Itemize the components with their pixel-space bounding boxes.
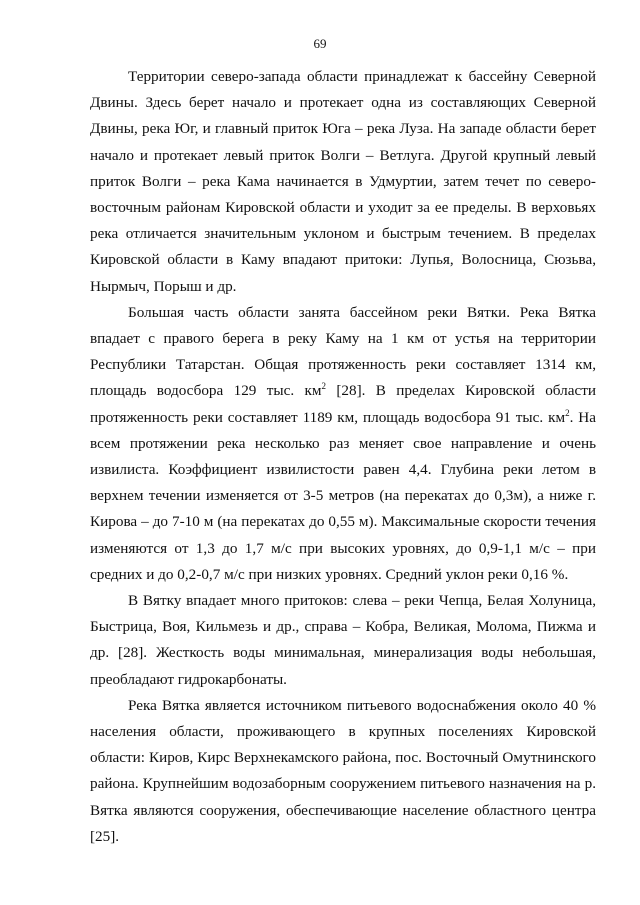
- paragraph-vyatka-basin: [90, 300, 596, 588]
- paragraph-text-part: . На всем протяжении река несколько раз меняет свое направление и очень извилиста. Коэффициент извилистости равен 4,4. Глубина реки летом в верхнем течении изменяется от 3-5 метров (на перекатах до 0,3м), а ниже г. Кирова – до 7-10 м (на перекатах до 0,55 м). Максимальные скорости течения изменяются от 1,3 до 1,7 м/с при высоких уровнях, до 0,9-1,1 м/с – при средних и до 0,2-0,7 м/с при низких уровнях. Средний уклон реки 0,16 %.: [90, 408, 596, 583]
- paragraph-text-part: Большая часть области занята бассейном реки Вятки. Река Вятка впадает с правого берега в реку Каму на 1 км от устья на территории Республики Татарстан. Общая протяженность реки составляет 1314 км, площадь водосбора 129 тыс. км: [90, 303, 596, 400]
- superscript: 2: [565, 407, 570, 418]
- page-number: 69: [313, 36, 327, 51]
- paragraph-text-part: [28]. В пределах Кировской области протяженность реки составляет 1189 км, площадь водосбора 91 тыс. км: [90, 382, 596, 426]
- superscript: 2: [321, 381, 326, 392]
- body-text: [90, 64, 596, 850]
- paragraph-northwest-basins: Территории северо-запада области принадлежат к бассейну Северной Двины. Здесь берет начало и протекает одна из составляющих Северной Двины, река Юг, и главный приток Юга – река Луза. На западе области берет начало и протекает левый приток Волги – Ветлуга. Другой крупный левый приток Волги – река Кама начинается в Удмуртии, затем течет по северо-восточным районам Кировской области и уходит за ее пределы. В верховьях река отличается значительным уклоном и быстрым течением. В пределах Кировской области в Каму впадают притоки: Лупья, Волосница, Сюзьва, Нырмыч, Порыш и др.: [90, 68, 596, 295]
- paragraph-water-supply: Река Вятка является источником питьевого водоснабжения около 40 % населения области, проживающего в крупных поселениях Кировской области: Киров, Кирс Верхнекамского района, пос. Восточный Омутнинского района. Крупнейшим водозаборным сооружением питьевого назначения на р. Вятка являются сооружения, обеспечивающие население областного центра [25].: [90, 696, 596, 845]
- paragraph-tributaries: В Вятку впадает много притоков: слева – реки Чепца, Белая Холуница, Быстрица, Воя, Кильмезь и др., справа – Кобра, Великая, Молома, Пижма и др. [28]. Жесткость воды минимальная, минерализация воды небольшая, преобладают гидрокарбонаты.: [90, 592, 596, 688]
